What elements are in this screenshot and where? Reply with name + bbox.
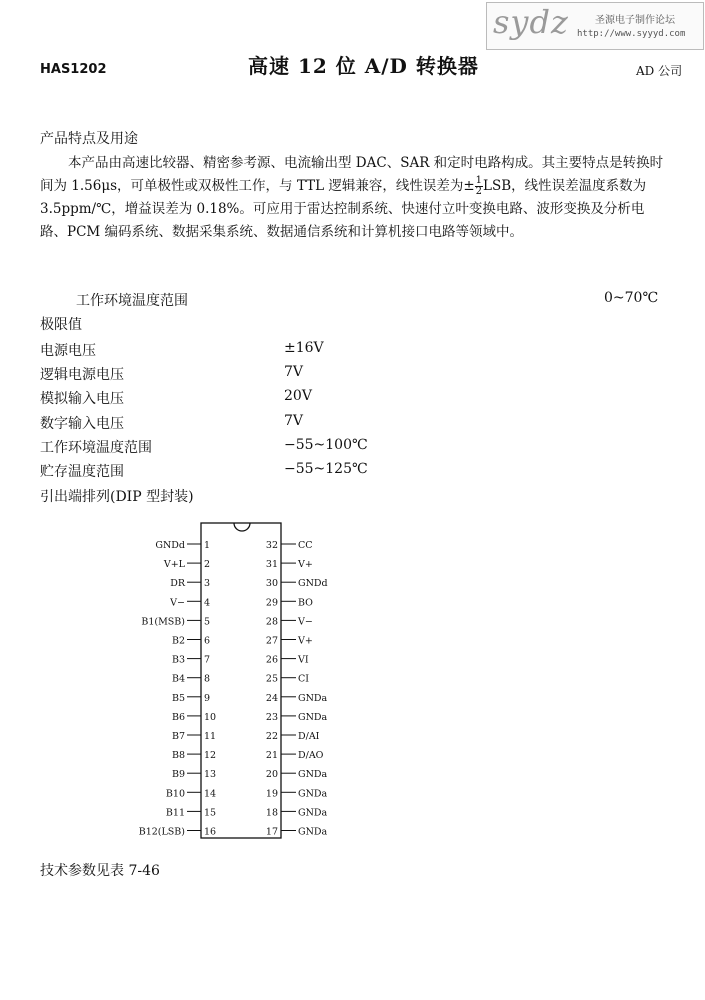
limit-label: 逻辑电源电压 [40,367,124,384]
pin-name-left: B2 [171,635,185,647]
features-text-2: LSB，线性误差温度系数为 3.5ppm/℃，增益误差为 0.18%。可应用于雷达控制系统、快速付立叶变换电路、波形变换及分析电路、PCM 编码系统、数据采集系统、数据通信系统和计算机接口电路等领域中。 [40,178,647,240]
pin-number-left: 11 [204,731,217,742]
pin-name-left: GNDd [155,540,185,551]
features-text-1: 本产品由高速比较器、精密参考源、电流输出型 DAC、SAR 和定时电路构成。其主要特点是转换时间为 1.56μs，可单极性或双极性工作，与 TTL 逻辑兼容，线性误差为± [40,155,664,194]
pin-name-left: B8 [171,750,185,762]
pin-number-right: 17 [265,826,278,838]
op-temp-label: 工作环境温度范围 [76,293,188,309]
pin-number-left: 2 [204,559,211,571]
model-number: HAS1202 [40,62,107,77]
dip-package [139,523,328,838]
pin-number-left: 5 [204,616,211,628]
fraction-denominator: 2 [475,186,483,197]
limit-label: 贮存温度范围 [40,464,124,480]
pin-number-left: 10 [204,711,217,723]
pin-name-right: V+ [298,559,313,571]
pin-name-right: GNDa [298,711,328,723]
pin-number-left: 14 [204,788,217,800]
pin-name-left: B1(MSB) [141,616,185,628]
op-temp-value: 0~70℃ [604,290,659,306]
features-heading: 产品特点及用途 [40,131,138,147]
pin-number-left: 1 [204,540,211,551]
pin-number-left: 3 [204,578,211,590]
pin-name-left: B12(LSB) [138,826,185,838]
pin-name-right: GNDa [298,788,328,800]
pin-name-left: B10 [165,788,185,800]
watermark-url: http://www.syyyd.com [577,29,686,39]
limit-value: ±16V [284,340,324,356]
pin-name-left: B3 [171,654,185,666]
pin-name-right: GNDa [298,769,328,781]
watermark-site-name: 圣源电子制作论坛 [595,15,675,26]
pin-number-right: 23 [265,711,278,723]
pin-number-left: 4 [204,597,211,609]
pin-number-left: 12 [204,750,217,762]
pin-name-right: BO [298,597,313,609]
limit-value: 7V [284,412,304,429]
manufacturer: AD 公司 [636,64,683,78]
watermark-logo: sydz [493,3,569,41]
pin-number-right: 20 [265,769,278,781]
pin-name-left: V+L [163,559,185,571]
limit-label: 电源电压 [40,343,96,359]
pin-number-left: 15 [204,807,217,819]
limit-label: 模拟输入电压 [40,391,124,408]
pin-number-left: 9 [204,692,211,704]
pin-name-right: CI [298,673,310,685]
pin-number-left: 16 [204,826,217,838]
limit-value: −55~125℃ [284,461,368,477]
pin-name-right: V− [298,616,313,628]
pin-name-right: V+ [298,635,313,647]
limit-label: 工作环境温度范围 [40,439,152,456]
limit-value: 7V [284,364,304,381]
pin-number-left: 8 [204,673,211,685]
pin-number-right: 26 [265,654,278,666]
pin-name-left: B6 [171,711,185,723]
fraction-numerator: 1 [475,175,483,186]
pin-number-right: 25 [265,673,278,685]
pin-name-left: DR [170,578,185,590]
pin-name-right: D/AO [298,750,324,762]
limit-value: 20V [284,388,312,405]
pin-number-right: 28 [265,616,278,628]
pin-number-right: 22 [265,731,278,742]
pin-name-right: CC [298,540,313,551]
chip-notch [234,523,250,531]
pin-number-left: 6 [204,635,211,647]
pin-name-left: B4 [171,673,185,685]
pin-name-right: GNDa [298,692,328,704]
limit-value: −55~100℃ [284,436,368,453]
pin-number-left: 7 [204,654,211,666]
pin-number-left: 13 [204,769,217,781]
pin-name-right: D/AI [298,731,320,742]
pin-name-left: V− [170,597,185,609]
limits-heading: 极限值 [40,317,82,333]
pin-name-left: B7 [171,731,185,742]
limit-label: 数字输入电压 [40,415,124,432]
pin-number-right: 21 [265,750,278,762]
pin-number-right: 31 [265,559,278,571]
pin-number-right: 19 [265,788,278,800]
pin-name-left: B11 [165,807,185,819]
pin-number-right: 32 [265,540,278,551]
pin-name-right: GNDd [298,578,328,590]
pin-number-right: 30 [265,578,278,590]
page-title: 高速 12 位 A/D 转换器 [248,54,479,78]
pin-name-right: GNDa [298,826,328,838]
pin-name-right: GNDa [298,807,328,819]
pin-name-left: B5 [171,692,185,704]
pin-number-right: 29 [265,597,278,609]
footer-note: 技术参数见表 7-46 [40,863,160,879]
pin-name-left: B9 [171,769,185,781]
pin-number-right: 18 [265,807,278,819]
pin-number-right: 24 [265,692,278,704]
pin-name-right: VI [298,654,309,666]
pinout-heading: 引出端排列(DIP 型封装) [40,489,194,505]
pin-number-right: 27 [265,635,278,647]
